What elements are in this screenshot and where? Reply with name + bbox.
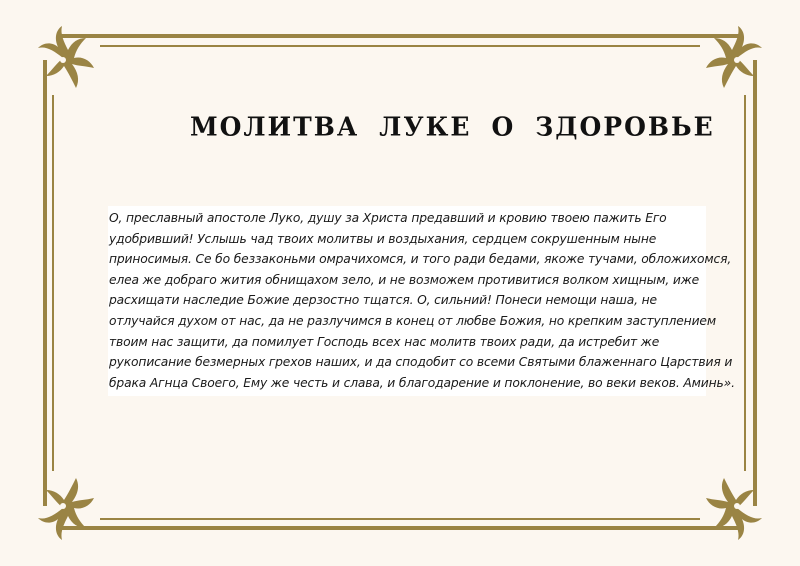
page-title	[180, 111, 715, 142]
frame-bottom-inner-line	[100, 518, 700, 520]
frame-right-inner-line	[744, 95, 746, 471]
frame-left-outer-line	[43, 60, 47, 506]
acanthus-leaf-icon	[702, 476, 772, 546]
prayer-line: брака Агнца Своего, Ему же честь и слава, и благодарение и поклонение, во веки веков. Аминь».	[109, 375, 735, 390]
acanthus-leaf-icon	[702, 20, 772, 90]
prayer-line: расхищати наследие Божие дерзостно тщатся. О, сильний! Понеси немощи наша, не	[109, 293, 657, 308]
title-word: ЗДОРОВЬЕ	[535, 111, 715, 142]
title-word: О	[491, 111, 516, 142]
prayer-text-box	[108, 206, 735, 396]
frame-top-outer-line	[60, 34, 740, 38]
prayer-line: О, преславный апостоле Луко, душу за Христа предавший и кровию твоею пажить Его	[109, 211, 667, 225]
prayer-line: удобривший! Услышь чад твоих молитвы и воздыхания, сердцем сокрушенным ныне	[109, 231, 657, 246]
title-word: МОЛИТВА	[190, 111, 360, 142]
frame-bottom-outer-line	[60, 526, 740, 530]
frame-right-outer-line	[753, 60, 757, 506]
prayer-line: отлучайся духом от нас, да не разлучимся в конец от любве Божия, но крепким заступлением	[109, 313, 716, 328]
acanthus-leaf-icon	[28, 476, 98, 546]
prayer-line: приносимыя. Се бо беззаконьми омрачихомся, и того ради бедами, якоже тучами, обложихомся,	[109, 252, 732, 267]
acanthus-leaf-icon	[28, 20, 98, 90]
prayer-line: твоим нас защити, да помилует Господь всех нас молитв твоих ради, да истребит же	[109, 334, 660, 349]
title-word: ЛУКЕ	[379, 111, 472, 142]
frame-left-inner-line	[52, 95, 54, 471]
frame-top-inner-line	[100, 45, 700, 47]
prayer-line: рукописание безмерных грехов наших, и да сподобит со всеми Святыми блаженнаго Царствия и	[109, 355, 733, 370]
prayer-line: елеа же добраго жития обнищахом зело, и не возможем противитися волком хищным, иже	[109, 272, 700, 287]
